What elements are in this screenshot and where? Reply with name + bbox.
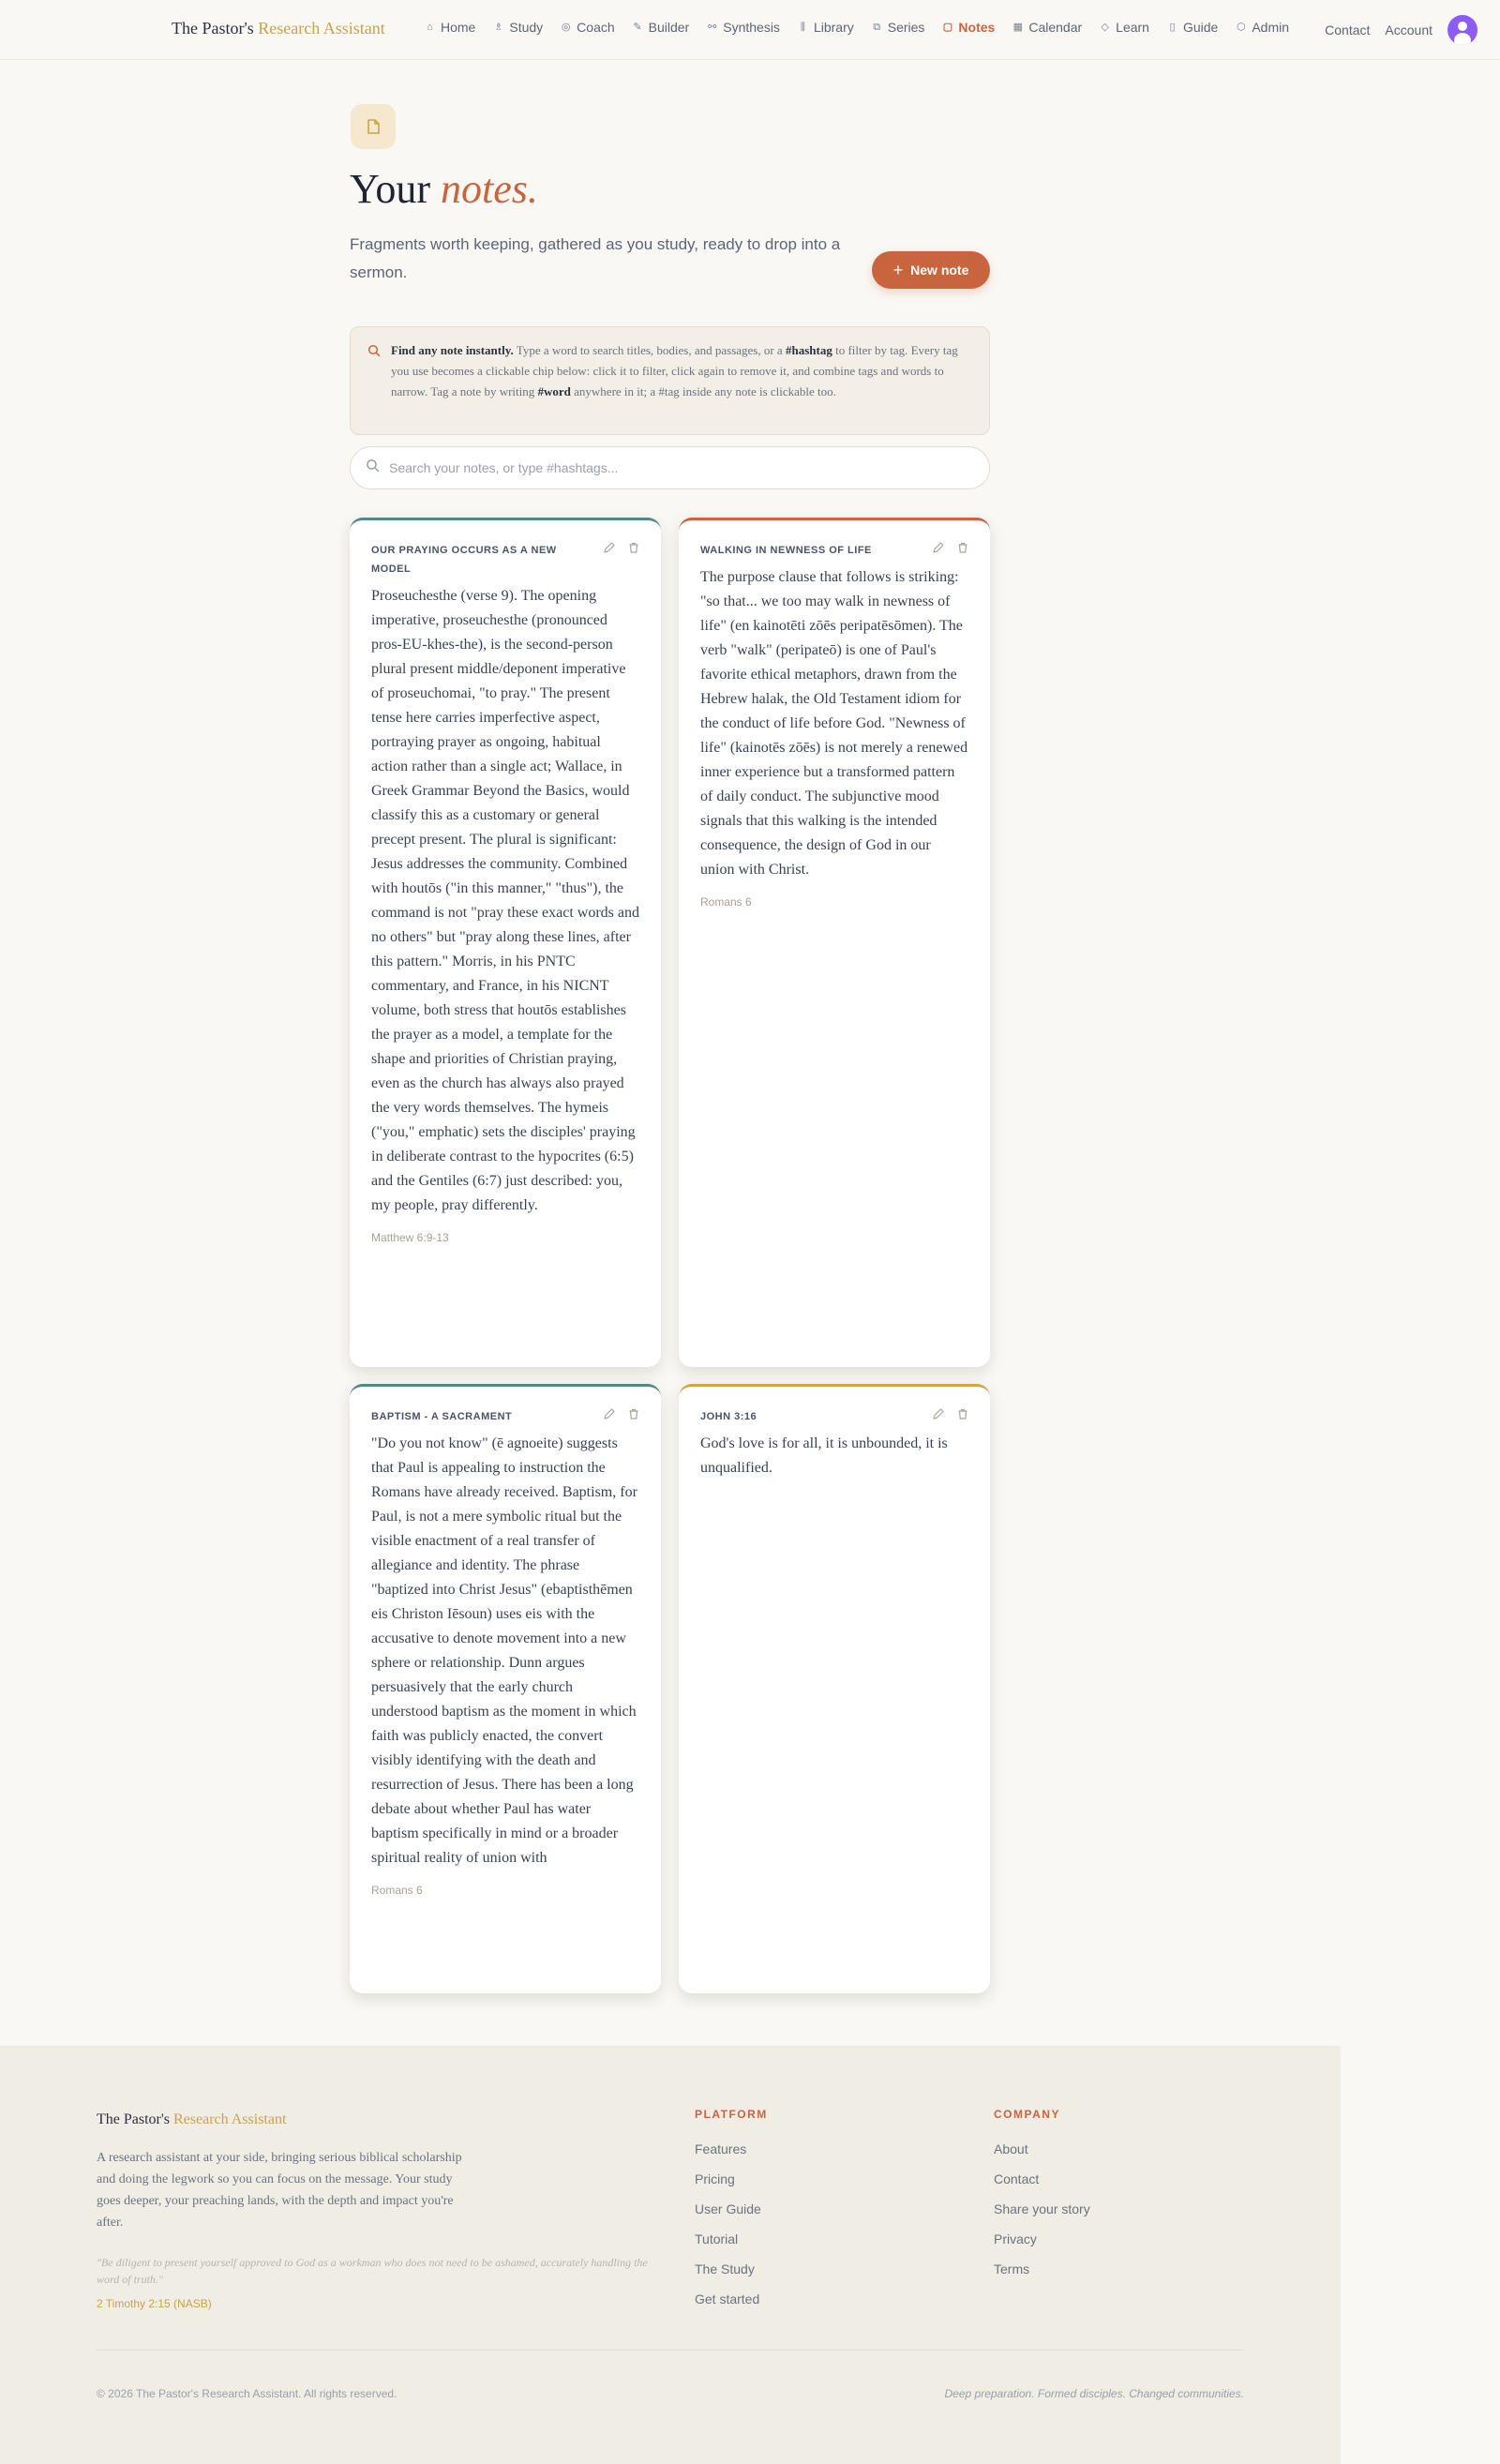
footer-link[interactable]: Contact — [994, 2171, 1040, 2186]
nav-item-label: Library — [813, 20, 854, 35]
nav-item-label: Admin — [1252, 20, 1290, 35]
footer-brand-name: The Pastor's — [97, 2111, 170, 2127]
page-title-plain: Your — [350, 166, 431, 212]
notes-search — [350, 446, 990, 489]
coach-icon: ◎ — [561, 21, 571, 33]
footer-brand[interactable] — [97, 2111, 286, 2128]
avatar-body — [1454, 33, 1471, 45]
note-body: God's love is for all, it is unbounded, it is unqualified. — [700, 1435, 948, 1476]
footer-description: A research assistant at your side, bringing serious biblical scholarship and doing the legwork so you can focus on the message. Your study goes deeper, your preaching lands, with the depth and impact you're after. — [97, 2151, 462, 2230]
footer-link[interactable]: Share your story — [994, 2201, 1090, 2216]
calendar-icon: ▦ — [1012, 21, 1024, 33]
brand-logo[interactable] — [172, 19, 385, 38]
trash-icon[interactable] — [627, 1407, 640, 1420]
nav-account-link[interactable]: Account — [1385, 23, 1432, 38]
footer-platform-column — [695, 2108, 768, 2314]
note-card[interactable] — [679, 518, 990, 1367]
page-title — [350, 165, 538, 213]
nav-item-guide[interactable] — [1166, 20, 1218, 35]
search-input[interactable] — [389, 460, 952, 475]
builder-icon: ✎ — [633, 21, 642, 33]
search-tip-icon — [368, 343, 381, 364]
note-title: BAPTISM - A SACRAMENT — [371, 1411, 513, 1422]
brand-name: The Pastor's — [172, 19, 254, 38]
footer-company-heading: COMPANY — [994, 2108, 1060, 2121]
nav-contact-link[interactable]: Contact — [1325, 23, 1371, 38]
note-body: The purpose clause that follows is striking: "so that... we too may walk in newness of life" (en kainotēti zōēs peripatēsōmen). The verb "walk" (peripateō) is one of Paul's favorite ethical metaphors, drawn from the Hebrew halak, the Old Testament idiom for the conduct of life before God. "Newness of life" (kainotēs zōēs) is not merely a renewed inner experience but a transformed pattern of daily conduct. The subjunctive mood signals that this walking is the intended consequence, the design of God in our union with Christ. — [700, 569, 968, 878]
tip-word: #word — [537, 384, 571, 398]
trash-icon[interactable] — [627, 541, 640, 554]
footer-company-column — [994, 2108, 1090, 2284]
note-body: "Do you not know" (ē agnoeite) suggests that Paul is appealing to instruction the Romans have already received. Baptism, for Paul, is not a mere symbolic ritual but the visible enactment of a real transfer of allegiance and identity. The phrase "baptized into Christ Jesus" (ebaptisthēmen eis Christon Iēsoun) uses eis with the accusative to denote movement into a new sphere or relationship. Dunn argues persuasively that the early church understood baptism as the moment in which faith was publicly enacted, the convert visibly identifying with the death and resurrection of Jesus. There has been a long debate about whether Paul has water baptism specifically in mind or a broader spiritual reality of union with — [371, 1435, 638, 1866]
top-nav — [0, 0, 1500, 60]
nav-item-series[interactable] — [871, 20, 925, 35]
nav-item-builder[interactable] — [632, 20, 690, 35]
note-card[interactable] — [350, 1384, 661, 1993]
nav-right — [1325, 15, 1478, 45]
home-icon: ⌂ — [427, 21, 433, 33]
footer-link[interactable]: The Study — [695, 2261, 755, 2276]
edit-icon[interactable] — [932, 1407, 945, 1420]
footer-link[interactable]: Privacy — [994, 2231, 1037, 2246]
search-icon — [366, 458, 380, 477]
edit-icon[interactable] — [603, 541, 616, 554]
page-title-accent: notes. — [441, 166, 538, 212]
plus-icon: + — [892, 260, 904, 279]
note-actions — [921, 541, 969, 554]
brand-name-accent: Research Assistant — [258, 19, 385, 38]
nav-item-home[interactable] — [424, 20, 475, 35]
new-note-label: New note — [910, 263, 969, 278]
footer-brand-accent: Research Assistant — [172, 2111, 287, 2127]
note-title: WALKING IN NEWNESS OF LIFE — [700, 545, 872, 556]
page-subtitle: Fragments worth keeping, gathered as you study, ready to drop into a sermon. — [350, 235, 841, 281]
nav-item-coach[interactable] — [560, 20, 614, 35]
footer-motto: Deep preparation. Formed disciples. Changed communities. — [944, 2387, 1244, 2400]
tip-lead: Find any note instantly. — [391, 343, 514, 357]
nav-item-library[interactable] — [797, 20, 854, 35]
nav-item-calendar[interactable] — [1012, 20, 1082, 35]
footer-quote: "Be diligent to present yourself approved to God as a workman who does not need to be ashamed, accurately handling the word of truth." — [97, 2256, 648, 2286]
nav-item-label: Synthesis — [723, 20, 780, 35]
note-reference: Matthew 6:9-13 — [371, 1231, 449, 1244]
nav-item-label: Series — [887, 20, 925, 35]
learn-icon: ◇ — [1101, 21, 1109, 33]
tip-text-1: Type a word to search titles, bodies, and passages, or a — [513, 343, 786, 357]
avatar[interactable] — [1448, 15, 1478, 45]
nav-item-label: Coach — [577, 20, 615, 35]
note-title: JOHN 3:16 — [700, 1411, 758, 1422]
note-card[interactable] — [350, 518, 661, 1367]
nav-item-notes[interactable] — [941, 20, 995, 35]
footer-link[interactable]: Features — [695, 2141, 747, 2156]
footer — [0, 2046, 1341, 2464]
search-tip — [350, 326, 990, 435]
nav-item-label: Study — [509, 20, 544, 35]
nav-item-study[interactable] — [492, 20, 543, 35]
note-reference: Romans 6 — [700, 895, 752, 909]
admin-icon: ⬡ — [1237, 21, 1246, 33]
nav-item-admin[interactable] — [1235, 20, 1289, 35]
footer-link[interactable]: About — [994, 2141, 1028, 2156]
edit-icon[interactable] — [603, 1407, 616, 1420]
trash-icon[interactable] — [956, 541, 969, 554]
footer-link[interactable]: Get started — [695, 2291, 760, 2306]
footer-quote-reference: 2 Timothy 2:15 (NASB) — [97, 2297, 212, 2310]
note-card[interactable] — [679, 1384, 990, 1993]
note-reference: Romans 6 — [371, 1884, 423, 1897]
nav-item-label: Home — [441, 20, 476, 35]
library-icon: ⫼ — [800, 21, 805, 33]
tip-hashtag: #hashtag — [785, 343, 832, 357]
nav-item-label: Learn — [1116, 20, 1149, 35]
note-actions — [592, 1407, 640, 1420]
notes-icon: ▢ — [942, 21, 953, 33]
nav-item-label: Guide — [1182, 20, 1219, 35]
note-actions — [592, 541, 640, 554]
series-icon: ⧉ — [873, 21, 881, 33]
footer-divider — [97, 2350, 1244, 2351]
synthesis-icon: ⚯ — [708, 21, 717, 33]
notes-page-icon — [351, 104, 396, 149]
nav-links — [424, 20, 1306, 35]
tip-text-3: anywhere in it; a #tag inside any note is clickable too. — [570, 384, 836, 398]
nav-item-label: Notes — [958, 20, 996, 35]
avatar-head — [1458, 22, 1467, 31]
edit-icon[interactable] — [932, 541, 945, 554]
footer-link[interactable]: User Guide — [695, 2201, 761, 2216]
tip-text-2: to filter by tag. Every tag you use becomes a clickable chip below: click it to filter, click again to remove it, and combine tags and words to narrow. Tag a note by writing — [391, 343, 958, 398]
footer-copyright: © 2026 The Pastor's Research Assistant. All rights reserved. — [97, 2387, 398, 2400]
note-actions — [921, 1407, 969, 1420]
nav-item-label: Builder — [648, 20, 690, 35]
nav-item-synthesis[interactable] — [706, 20, 780, 35]
footer-link[interactable]: Terms — [994, 2261, 1030, 2276]
note-body: Proseuchesthe (verse 9). The opening imperative, proseuchesthe (pronounced pros-EU-khes-the), is the second-person plural present middle/deponent imperative of proseuchomai, "to pray." The present tense here carries imperfective aspect, portraying prayer as ongoing, habitual action rather than a single act; Wallace, in Greek Grammar Beyond the Basics, would classify this as a customary or general precept present. The plural is significant: Jesus addresses the community. Combined with houtōs ("in this manner," "thus"), the command is not "pray these exact words and no others" but "pray along these lines, after this pattern." Morris, in his PNTC commentary, and France, in his NICNT volume, both stress that houtōs establishes the prayer as a model, a template for the shape and priorities of Christian praying, even as the church has always also prayed the very words themselves. The hymeis ("you," emphatic) sets the disciples' praying in deliberate contrast to the hypocrites (6:5) and the Gentiles (6:7) just described: you, my people, pray differently. — [371, 588, 640, 1213]
note-title: OUR PRAYING OCCURS AS A NEW MODEL — [371, 545, 557, 575]
new-note-button[interactable] — [872, 251, 990, 289]
guide-icon: ▯ — [1169, 21, 1176, 33]
nav-item-learn[interactable] — [1099, 20, 1149, 35]
study-icon: ♗ — [493, 21, 503, 33]
footer-platform-heading: PLATFORM — [695, 2108, 768, 2121]
footer-link[interactable]: Tutorial — [695, 2231, 739, 2246]
nav-item-label: Calendar — [1028, 20, 1083, 35]
footer-link[interactable]: Pricing — [695, 2171, 735, 2186]
trash-icon[interactable] — [956, 1407, 969, 1420]
